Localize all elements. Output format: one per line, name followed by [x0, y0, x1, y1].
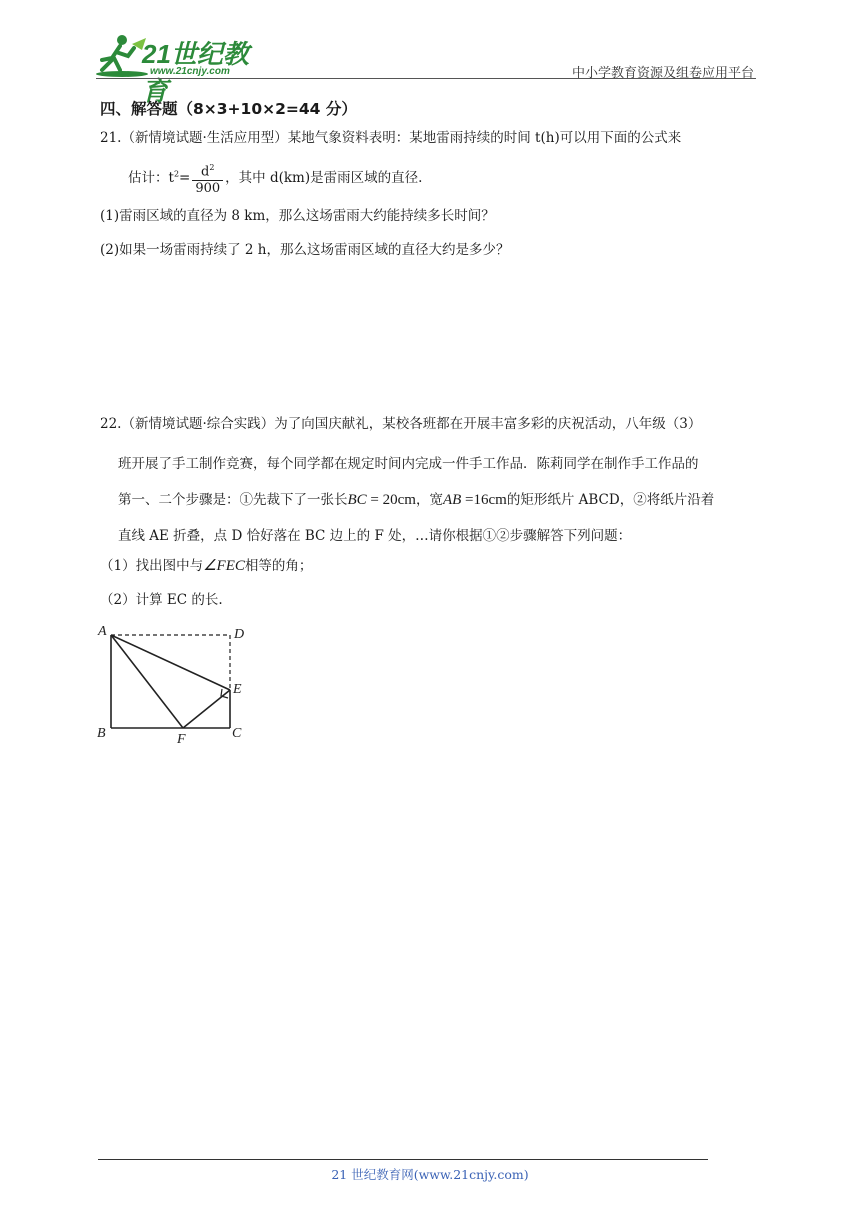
q21-fraction: [192, 160, 223, 197]
q21-formula-prefix: 估计：t: [128, 170, 174, 187]
label-b: B: [97, 726, 106, 741]
footer-divider: [98, 1159, 708, 1160]
segment-bc: BC: [347, 492, 367, 508]
header-divider: [96, 78, 756, 79]
q22-part2: （2）计算 EC 的长.: [100, 592, 223, 608]
logo-text: 21世纪教育: [142, 39, 249, 106]
q21-formula-line: [128, 160, 422, 197]
fold-line-ae: [111, 635, 230, 690]
q22-line2: 班开展了手工制作竞赛，每个同学都在规定时间内完成一件手工作品．陈莉同学在制作手工作品的: [118, 456, 699, 472]
q21-equals: =: [179, 170, 191, 187]
label-d: D: [234, 627, 245, 642]
segment-af: [111, 635, 183, 728]
fraction-denominator: 900: [195, 181, 221, 197]
q22-line4: 直线 AE 折叠，点 D 恰好落在 BC 边上的 F 处，…请你根据①②步骤解答下列问题：: [118, 528, 632, 544]
segment-ab: AB: [442, 492, 462, 508]
q22-line1: 22.（新情境试题·综合实践）为了向国庆献礼，某校各班都在开展丰富多彩的庆祝活动，八年级（3）: [100, 416, 702, 432]
q21-part2: (2)如果一场雷雨持续了 2 h，那么这场雷雨区域的直径大约是多少？: [100, 242, 510, 258]
label-a: A: [98, 624, 107, 639]
angle-fec: ∠FEC: [203, 558, 245, 574]
footer-text: 21 世纪教育网(www.21cnjy.com): [331, 1167, 529, 1182]
label-f: F: [177, 732, 186, 744]
rectangle-fold-figure: [94, 620, 254, 744]
q21-t-exponent: 2: [173, 169, 180, 179]
q21-formula-suffix: ，其中 d(km)是雷雨区域的直径.: [225, 170, 423, 187]
label-c: C: [232, 726, 242, 741]
segment-fe: [183, 690, 230, 728]
q22-line3: 第一、二个步骤是：①先裁下了一张长BC = 20cm，宽AB =16cm的矩形纸片 ABCD，②将纸片沿着: [118, 492, 715, 508]
site-name: 中小学教育资源及组卷应用平台: [571, 66, 754, 81]
fraction-numerator: $d^2$: [192, 160, 223, 181]
q22-part1: （1）找出图中与∠FEC相等的角；: [100, 558, 313, 574]
q21-line1: 21.（新情境试题·生活应用型）某地气象资料表明：某地雷雨持续的时间 t(h)可以用下面的公式来: [100, 130, 682, 146]
site-logo: [92, 30, 262, 106]
section-title: 四、解答题（8×3+10×2=44 分）: [100, 100, 357, 118]
label-e: E: [233, 682, 242, 697]
logo-url: www.21cnjy.com: [150, 66, 230, 77]
q21-part1: (1)雷雨区域的直径为 8 km，那么这场雷雨大约能持续多长时间？: [100, 208, 495, 224]
